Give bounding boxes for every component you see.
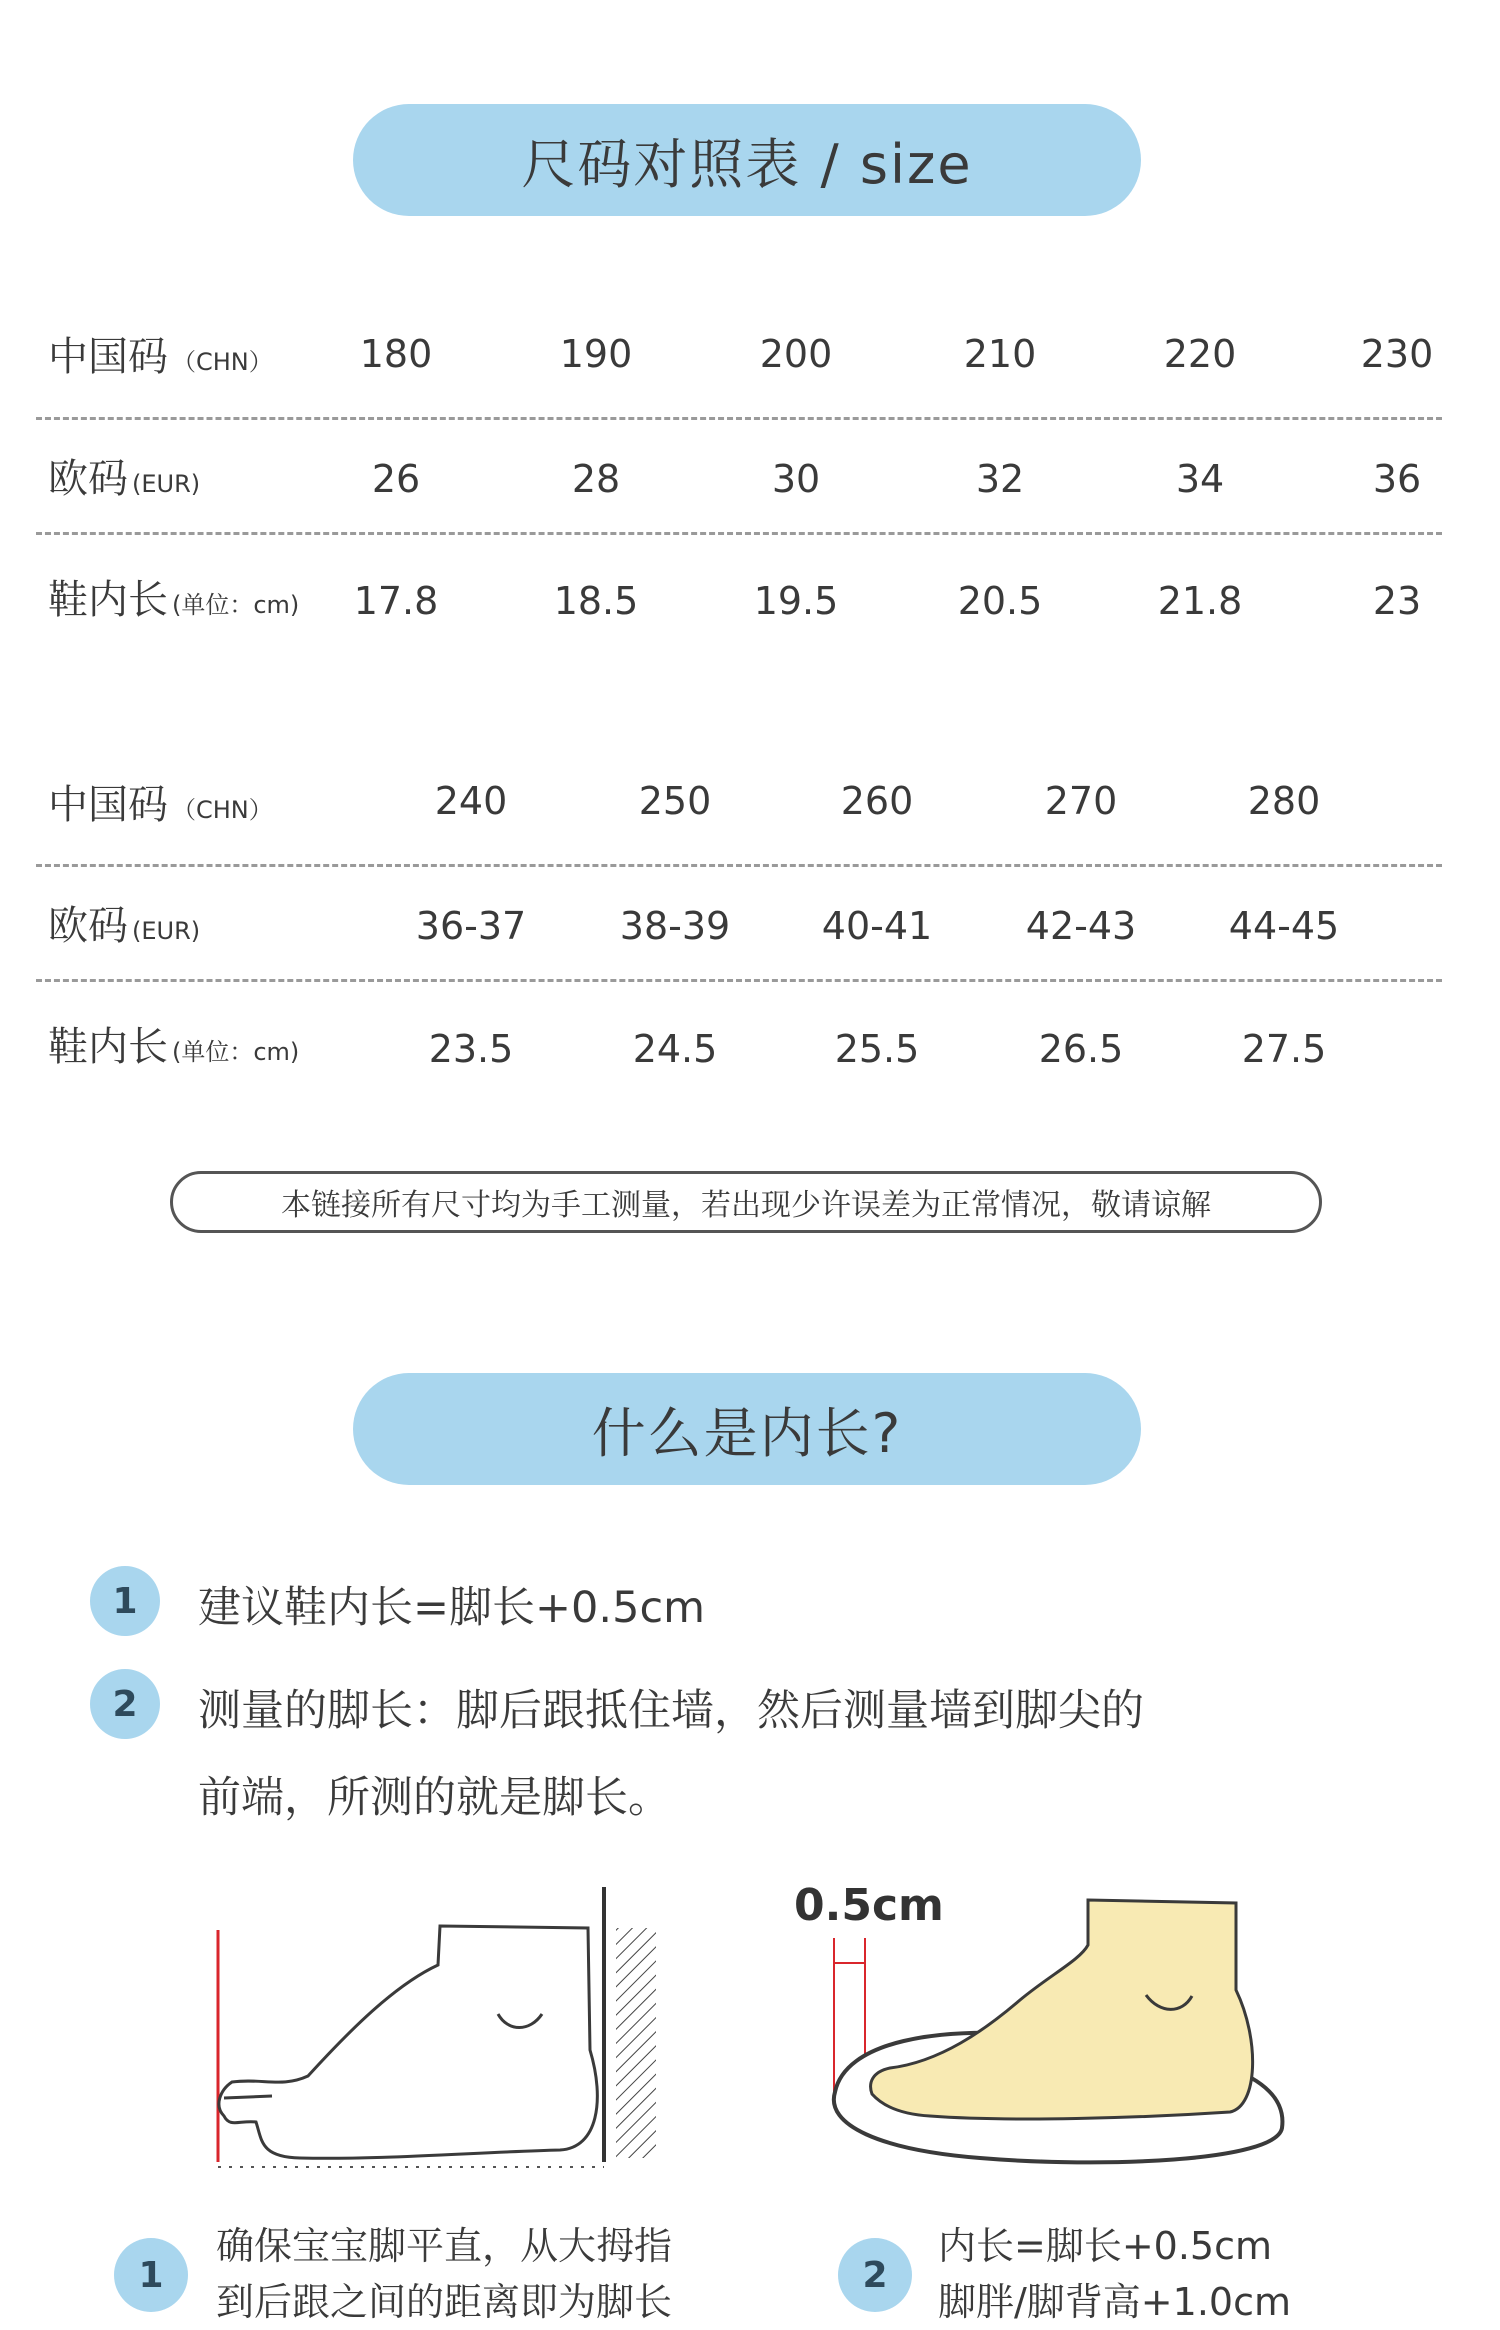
table2-chn-2: 260 xyxy=(840,779,914,823)
row-label-chn: 中国码 （CHN） xyxy=(48,334,273,380)
table1-len-1: 18.5 xyxy=(553,579,639,623)
gap-label: 0.5cm xyxy=(794,1880,944,1931)
table2-len-1: 24.5 xyxy=(632,1027,718,1071)
step-badge-2: 2 xyxy=(90,1669,160,1739)
table2-len-3: 26.5 xyxy=(1038,1027,1124,1071)
table1-len-4: 21.8 xyxy=(1157,579,1243,623)
table2-eur-4: 44-45 xyxy=(1228,904,1340,948)
table1-eur-5: 36 xyxy=(1372,457,1422,501)
caption-badge-2: 2 xyxy=(838,2238,912,2312)
table2-eur-2: 40-41 xyxy=(821,904,933,948)
table1-chn-3: 210 xyxy=(963,332,1037,376)
inner-length-header: 什么是内长? xyxy=(353,1373,1141,1485)
row-label-chn: 中国码 （CHN） xyxy=(48,782,273,828)
row-label-len: 鞋内长 (单位：cm) xyxy=(48,1024,300,1070)
row-label-eur: 欧码 (EUR) xyxy=(48,456,201,502)
row-label-eur: 欧码 (EUR) xyxy=(48,903,201,949)
table1-eur-1: 28 xyxy=(571,457,621,501)
caption-1-line2: 到后跟之间的距离即为脚长 xyxy=(216,2280,673,2324)
table2-chn-3: 270 xyxy=(1044,779,1118,823)
table1-eur-0: 26 xyxy=(371,457,421,501)
table1-eur-2: 30 xyxy=(771,457,821,501)
foot-on-insole-icon xyxy=(834,1900,1283,2162)
table1-chn-2: 200 xyxy=(759,332,833,376)
table2-chn-4: 280 xyxy=(1247,779,1321,823)
tip-1-text: 建议鞋内长=脚长+0.5cm xyxy=(198,1583,705,1633)
table2-len-4: 27.5 xyxy=(1241,1027,1327,1071)
caption-badge-1: 1 xyxy=(114,2238,188,2312)
table1-eur-4: 34 xyxy=(1175,457,1225,501)
table2-eur-1: 38-39 xyxy=(619,904,731,948)
tip-2-text-line2: 前端，所测的就是脚长。 xyxy=(198,1773,671,1823)
table1-chn-5: 230 xyxy=(1360,332,1434,376)
step-badge-1: 1 xyxy=(90,1566,160,1636)
table1-chn-1: 190 xyxy=(559,332,633,376)
table2-eur-3: 42-43 xyxy=(1025,904,1137,948)
table2-chn-1: 250 xyxy=(638,779,712,823)
table1-len-0: 17.8 xyxy=(353,579,439,623)
table1-len-5: 23 xyxy=(1372,579,1422,623)
table2-eur-0: 36-37 xyxy=(415,904,527,948)
tip-2-text-line1: 测量的脚长：脚后跟抵住墙，然后测量墙到脚尖的 xyxy=(198,1686,1144,1736)
caption-2-line2: 脚胖/脚背高+1.0cm xyxy=(938,2280,1291,2324)
table2-len-0: 23.5 xyxy=(428,1027,514,1071)
measurement-disclaimer: 本链接所有尺寸均为手工测量，若出现少许误差为正常情况，敬请谅解 xyxy=(170,1171,1322,1233)
table1-chn-0: 180 xyxy=(359,332,433,376)
table2-len-2: 25.5 xyxy=(834,1027,920,1071)
table1-chn-4: 220 xyxy=(1163,332,1237,376)
table1-len-2: 19.5 xyxy=(753,579,839,623)
table1-len-3: 20.5 xyxy=(957,579,1043,623)
caption-1-line1: 确保宝宝脚平直，从大拇指 xyxy=(216,2224,673,2268)
table2-chn-0: 240 xyxy=(434,779,508,823)
table1-eur-3: 32 xyxy=(975,457,1025,501)
caption-2-line1: 内长=脚长+0.5cm xyxy=(938,2224,1273,2268)
foot-against-wall-icon xyxy=(218,1887,656,2167)
row-label-len: 鞋内长 (单位：cm) xyxy=(48,577,300,623)
size-chart-header: 尺码对照表 / size xyxy=(353,104,1141,216)
